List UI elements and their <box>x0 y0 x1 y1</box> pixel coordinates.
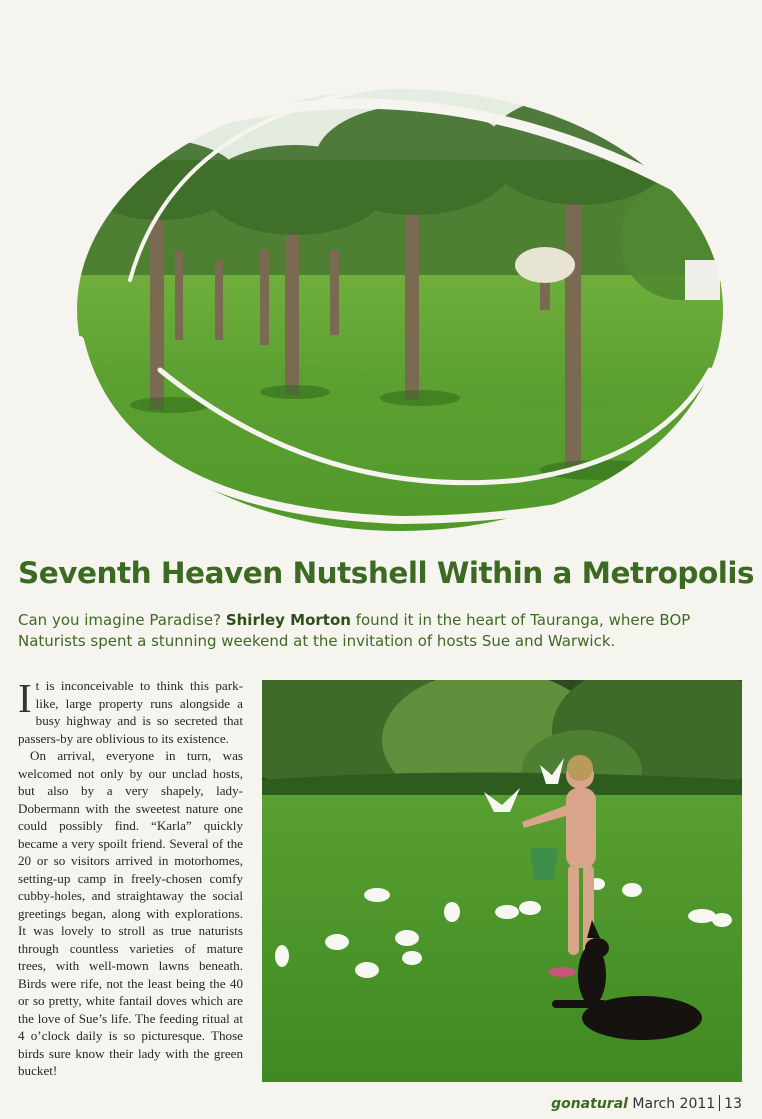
standfirst-rest: found it in the heart of Tauranga, where BOP Naturists spent a stunning weekend at the invitation of hosts Sue and Warwick. <box>18 611 691 650</box>
paragraph-1-text: t is inconceivable to think this park-like, large property runs alongside a busy highway and is so secreted that passers-by are oblivious to its existence. <box>18 678 243 746</box>
feeding-doves-photo <box>262 680 742 1082</box>
article-standfirst <box>18 610 744 652</box>
paragraph-1 <box>18 677 243 747</box>
hero-photo-illustration <box>60 40 740 550</box>
feeding-doves-illustration <box>262 680 742 1082</box>
page-number: 13 <box>724 1096 742 1112</box>
issue-date: March 2011 <box>632 1096 716 1112</box>
standfirst-lead: Can you imagine Paradise? <box>18 611 226 629</box>
page-footer <box>551 1095 742 1112</box>
article-headline: Seventh Heaven Nutshell Within a Metropolis <box>18 556 755 590</box>
footer-divider <box>719 1095 720 1111</box>
author-name: Shirley Morton <box>225 611 351 629</box>
magazine-brand: gonatural <box>551 1096 628 1112</box>
drop-cap: I <box>18 675 32 721</box>
paragraph-2: On arrival, everyone in turn, was welcomed not only by our unclad hosts, but also by a very shapely, lady-Dobermann with the sweetest nature one could possibly find. “Karla” quickly became a very spoilt friend. Several of the 20 or so visitors arrived in motorhomes, setting-up camp in freely-chosen comfy cubby-holes, and straightaway the social greetings began, along with explorations. It was lovely to stroll as true naturists through countless varieties of mature trees, with well-mown lawns beneath. Birds were rife, not the least being the 40 or so pretty, white fantail doves which are the love of Sue’s life. The feeding ritual at 4 o’clock daily is so picturesque. Those birds sure know their lady with the green bucket! <box>18 748 243 1078</box>
article-body <box>18 677 243 1087</box>
hero-photo <box>60 40 740 550</box>
